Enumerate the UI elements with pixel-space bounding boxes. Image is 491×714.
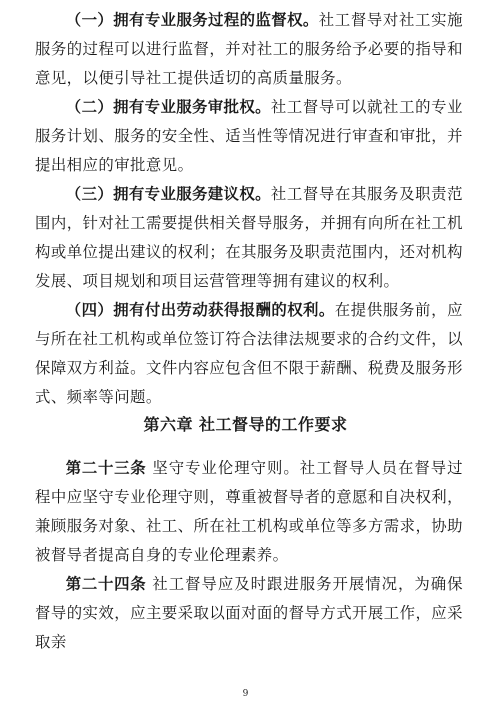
paragraph-supervision-right [35,6,463,93]
article-24 [35,570,463,657]
paragraph-body: 社工督导可以就社工的专业服务计划、服务的安全性、适当性等情况进行审查和审批，并提出相应的审批意见。 [35,98,463,174]
paragraph-lead: （一）拥有专业服务过程的监督权。 [65,11,319,29]
article-23 [35,454,463,570]
paragraph-lead: （三）拥有专业服务建议权。 [65,185,271,203]
page-number: 9 [242,689,249,699]
paragraph-body: 社工督导在其服务及职责范围内，针对社工需要提供相关督导服务，并拥有向所在社工机构或单位提出建议的权利；在其服务及职责范围内，还对机构发展、项目规划和项目运营管理等拥有建议的权利。 [35,185,463,290]
paragraph-suggestion-right [35,180,463,296]
paragraph-remuneration-right [35,296,463,412]
article-number: 第二十三条 [65,459,147,477]
article-number: 第二十四条 [65,575,147,593]
paragraph-approval-right [35,93,463,180]
paragraph-lead: （四）拥有付出劳动获得报酬的权利。 [65,301,335,319]
article-body: 坚守专业伦理守则。社工督导人员在督导过程中应坚守专业伦理守则，尊重被督导者的意愿和自决权利，兼顾服务对象、社工、所在社工机构或单位等多方需求，协助被督导者提高自身的专业伦理素养。 [35,459,463,564]
chapter-heading: 第六章 社工督导的工作要求 [143,415,348,434]
article-body: 社工督导应及时跟进服务开展情况，为确保督导的实效，应主要采取以面对面的督导方式开展工作，应采取亲 [35,575,463,651]
paragraph-lead: （二）拥有专业服务审批权。 [65,98,271,116]
paragraph-body: 社工督导对社工实施服务的过程可以进行监督，并对社工的服务给予必要的指导和意见，以便引导社工提供适切的高质量服务。 [35,11,463,87]
paragraph-body: 在提供服务前，应与所在社工机构或单位签订符合法律法规要求的合约文件，以保障双方利益。文件内容应包含但不限于薪酬、税费及服务形式、频率等问题。 [35,301,463,406]
